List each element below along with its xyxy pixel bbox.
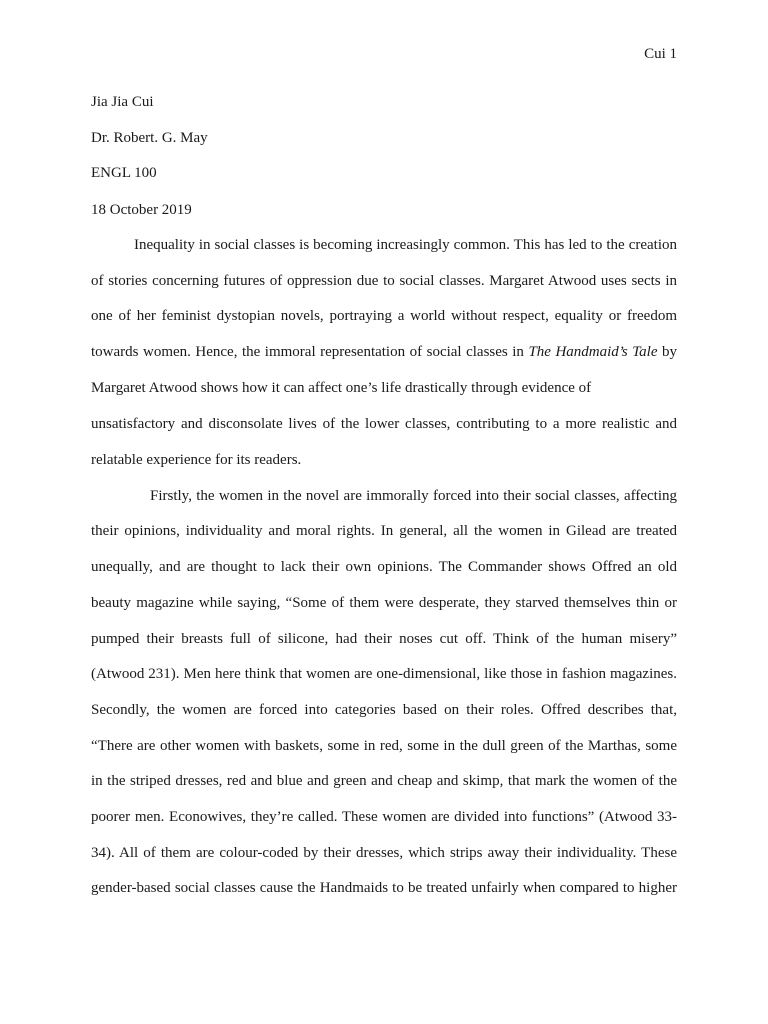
book-title: The Handmaid’s Tale xyxy=(528,344,658,360)
paragraph2-line: gender-based social classes cause the Handmaids to be treated unfairly when compared to higher xyxy=(91,880,677,896)
paragraph2-line: beauty magazine while saying, “Some of them were desperate, they starved themselves thin or xyxy=(91,595,677,611)
paragraph2-line: their opinions, individuality and moral rights. In general, all the women in Gilead are treated xyxy=(91,523,677,539)
instructor-name: Dr. Robert. G. May xyxy=(91,130,208,146)
course-name: ENGL 100 xyxy=(91,165,157,181)
paragraph1-line xyxy=(91,342,677,362)
paragraph1-line: unsatisfactory and disconsolate lives of the lower classes, contributing to a more realistic and xyxy=(91,416,677,432)
paragraph2-line: unequally, and are thought to lack their own opinions. The Commander shows Offred an old xyxy=(91,559,677,575)
paragraph2-line: in the striped dresses, red and blue and green and cheap and skimp, that mark the women of the xyxy=(91,773,677,789)
paragraph1-line: one of her feminist dystopian novels, portraying a world without respect, equality or freedom xyxy=(91,308,677,324)
paragraph1-line: Inequality in social classes is becoming increasingly common. This has led to the creation xyxy=(134,237,677,253)
paragraph1-line: Margaret Atwood shows how it can affect one’s life drastically through evidence of xyxy=(91,380,592,396)
essay-date: 18 October 2019 xyxy=(91,202,192,218)
paragraph2-line: 34). All of them are colour-coded by their dresses, which strips away their individuality. These xyxy=(91,845,677,861)
paragraph2-line: “There are other women with baskets, some in red, some in the dull green of the Marthas, some xyxy=(91,738,677,754)
paragraph2-line: poorer men. Econowives, they’re called. These women are divided into functions” (Atwood 33- xyxy=(91,809,677,825)
student-name: Jia Jia Cui xyxy=(91,94,154,110)
paragraph2-line: (Atwood 231). Men here think that women are one-dimensional, like those in fashion magazines. xyxy=(91,666,677,682)
paragraph2-line: Secondly, the women are forced into categories based on their roles. Offred describes that, xyxy=(91,702,677,718)
paragraph1-line: relatable experience for its readers. xyxy=(91,452,302,468)
paragraph1-line-text: towards women. Hence, the immoral representation of social classes in xyxy=(91,344,529,360)
paragraph2-line: pumped their breasts full of silicone, had their noses cut off. Think of the human misery” xyxy=(91,631,677,647)
paragraph1-line-text: by xyxy=(657,344,678,360)
running-head: Cui 1 xyxy=(644,46,677,62)
paragraph1-line: of stories concerning futures of oppression due to social classes. Margaret Atwood uses sects in xyxy=(91,273,677,289)
paragraph2-line: Firstly, the women in the novel are immorally forced into their social classes, affecting xyxy=(150,488,677,504)
